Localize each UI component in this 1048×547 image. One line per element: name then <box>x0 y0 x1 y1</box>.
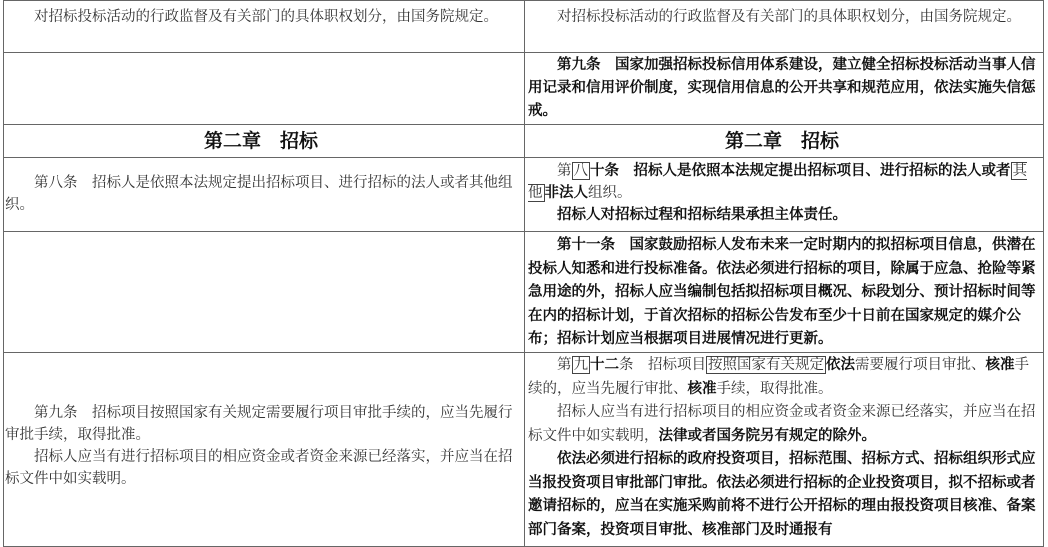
row-divider-4 <box>3 231 1044 232</box>
article-12-new: 第 九 十二条 招标项目 按照国家有关规定 依法需要履行项目审批、核准手续的，应当先履行审批、核准手续，取得批准。 招标人应当有进行招标项目的相应资金或者资金来源已经落实，并应当在招标文件中如实载明，法律或者国务院另有规定的除外。 依法必须进行招标的政府投资项目，招标范围、招标方式、招标组织形式应当报投资项目审批部门审批。依法必须进行招标的企业投资项目，拟不招标或者邀请招标的，应当在实施采购前将不进行公开招标的理由报投资项目核准、备案部门备案，投资项目审批、核准部门及时通报有 <box>528 357 1036 538</box>
deleted-marker: 按照国家有关规定 <box>708 357 824 373</box>
article-8-old: 第八条 招标人是依照本法规定提出招标项目、进行招标的法人或者其他组织。 <box>5 175 513 213</box>
row1-right-text: 对招标投标活动的行政监督及有关部门的具体职权划分，由国务院规定。 <box>557 9 1021 25</box>
row-divider-5 <box>3 352 1044 353</box>
row-divider-2 <box>3 124 1044 125</box>
chapter-heading-right: 第二章 招标 <box>724 130 839 152</box>
article-9-new: 第九条 国家加强招标投标信用体系建设，建立健全招标投标活动当事人信用记录和信用评价制度，实现信用信息的公开共享和规范应用，依法实施失信惩戒。 <box>528 57 1036 119</box>
article-10-new: 第 八 十条 招标人是依照本法规定提出招标项目、进行招标的法人或者 其他 非法人组织。 招标人对招标过程和招标结果承担主体责任。 <box>528 163 1027 223</box>
deleted-marker: 八 <box>573 163 588 179</box>
row1-left-text: 对招标投标活动的行政监督及有关部门的具体职权划分，由国务院规定。 <box>34 9 498 25</box>
column-divider <box>524 0 525 547</box>
article-11-new: 第十一条 国家鼓励招标人发布未来一定时期内的拟招标项目信息，供潜在投标人知悉和进行投标准备。依法必须进行招标的项目，除属于应急、抢险等紧急用途的外，招标人应当编制包括拟招标项目概况、标段划分、预计招标时间等在内的招标计划，于首次招标的招标公告发布至少十日前在国家规定的媒介公布；招标计划应当根据项目进展情况进行更新。 <box>528 237 1036 347</box>
article-9-old: 第九条 招标项目按照国家有关规定需要履行项目审批手续的，应当先履行审批手续，取得批准。 招标人应当有进行招标项目的相应资金或者资金来源已经落实，并应当在招标文件中如实载明。 <box>5 405 513 487</box>
deleted-marker: 九 <box>573 357 588 373</box>
row-divider-3 <box>3 157 1044 158</box>
row-divider-1 <box>3 52 1044 53</box>
deleted-marker: 其他 <box>528 163 1027 201</box>
chapter-heading-left: 第二章 招标 <box>203 130 318 152</box>
